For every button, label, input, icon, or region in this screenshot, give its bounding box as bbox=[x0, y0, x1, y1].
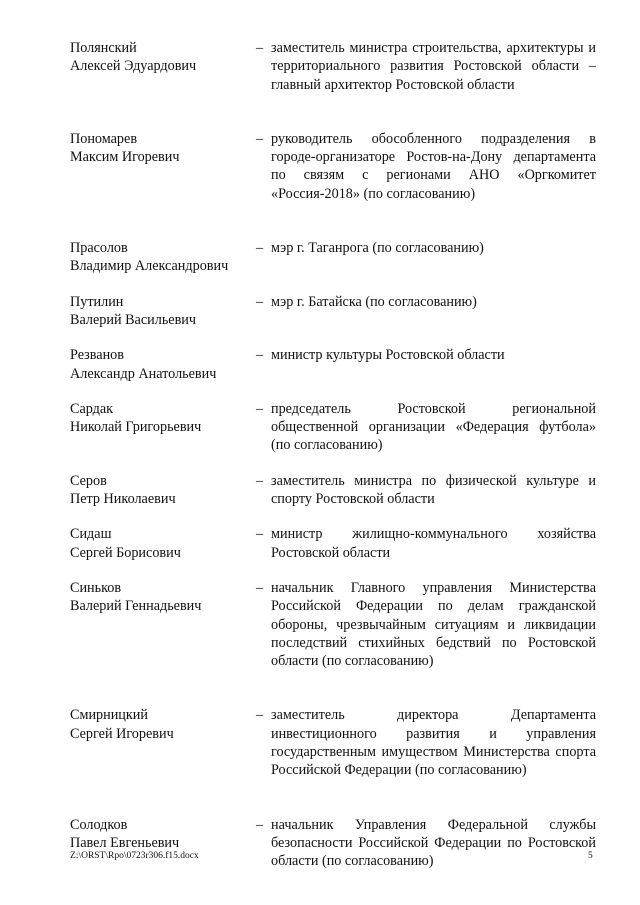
member-given-name: Петр Николаевич bbox=[70, 491, 176, 508]
member-surname: Резванов bbox=[70, 347, 124, 364]
list-item bbox=[70, 130, 596, 203]
member-surname: Путилин bbox=[70, 293, 124, 310]
dash-separator: – bbox=[256, 40, 264, 56]
member-surname: Солодков bbox=[70, 816, 128, 833]
list-item bbox=[70, 39, 596, 94]
member-name bbox=[70, 293, 256, 330]
member-given-name: Владимир Александрович bbox=[70, 258, 229, 275]
dash-separator: – bbox=[256, 347, 264, 364]
member-name bbox=[70, 400, 256, 437]
member-surname: Пономарев bbox=[70, 130, 138, 147]
list-item bbox=[70, 579, 596, 670]
member-name bbox=[70, 816, 256, 853]
member-name bbox=[70, 706, 256, 743]
member-name bbox=[70, 39, 256, 76]
member-role: мэр г. Таганрога (по согласованию) bbox=[271, 240, 484, 257]
member-surname: Сидаш bbox=[70, 526, 112, 543]
member-surname: Полянский bbox=[70, 40, 137, 56]
member-role: министр жилищно-коммунального хозяйства Ростовской области bbox=[271, 526, 596, 561]
dash-separator: – bbox=[256, 526, 264, 543]
member-role: руководитель обособленного подразделения в городе-организаторе Ростов-на-Дону департамента по связям с регионами АНО «Оргкомитет «Россия-2018» (по согласованию) bbox=[271, 130, 596, 202]
member-name bbox=[70, 239, 256, 276]
footer-file-path: Z:\ORST\Rpo\0723r306.f15.docx bbox=[70, 851, 199, 861]
list-item bbox=[70, 346, 596, 383]
dash-separator: – bbox=[256, 293, 264, 310]
member-role: начальник Управления Федеральной службы безопасности Российской Федерации по Ростовской области (по согласованию) bbox=[271, 816, 596, 870]
list-item bbox=[70, 816, 596, 871]
member-given-name: Максим Игоревич bbox=[70, 149, 180, 166]
member-surname: Прасолов bbox=[70, 240, 128, 257]
member-role: председатель Ростовской региональной общественной организации «Федерация футбола» (по согласованию) bbox=[271, 400, 596, 454]
member-role: начальник Главного управления Министерства Российской Федерации по делам гражданской обороны, чрезвычайным ситуациям и ликвидации последствий стихийных бедствий по Ростовской области (по согласованию) bbox=[271, 579, 596, 670]
member-given-name: Сергей Игоревич bbox=[70, 725, 174, 742]
member-name bbox=[70, 130, 256, 167]
footer-page-number: 5 bbox=[588, 851, 593, 861]
dash-separator: – bbox=[256, 707, 264, 724]
member-surname: Смирницкий bbox=[70, 707, 148, 724]
member-name bbox=[70, 525, 256, 562]
member-role: мэр г. Батайска (по согласованию) bbox=[271, 293, 477, 310]
dash-separator: – bbox=[256, 816, 264, 833]
member-name bbox=[70, 579, 256, 616]
member-given-name: Валерий Геннадьевич bbox=[70, 598, 202, 615]
member-name bbox=[70, 472, 256, 509]
member-surname: Серов bbox=[70, 472, 107, 489]
member-role: заместитель директора Департамента инвестиционного развития и управления государственным имуществом Министерства спорта Российской Федерации (по согласованию) bbox=[271, 707, 596, 779]
member-role: заместитель министра по физической культуре и спорту Ростовской области bbox=[271, 472, 596, 508]
member-list bbox=[70, 39, 596, 871]
member-role: заместитель министра строительства, архитектуры и территориального развития Ростовской области – главный архитектор Ростовской области bbox=[271, 40, 596, 93]
dash-separator: – bbox=[256, 240, 264, 257]
list-item bbox=[70, 706, 596, 779]
dash-separator: – bbox=[256, 579, 264, 596]
member-given-name: Николай Григорьевич bbox=[70, 419, 202, 436]
member-role: министр культуры Ростовской области bbox=[271, 347, 505, 364]
list-item bbox=[70, 400, 596, 455]
list-item bbox=[70, 293, 596, 330]
member-surname: Синьков bbox=[70, 579, 122, 596]
member-given-name: Валерий Васильевич bbox=[70, 311, 197, 328]
member-given-name: Алексей Эдуардович bbox=[70, 58, 197, 75]
dash-separator: – bbox=[256, 400, 264, 417]
dash-separator: – bbox=[256, 130, 264, 147]
member-given-name: Сергей Борисович bbox=[70, 544, 181, 561]
member-given-name: Павел Евгеньевич bbox=[70, 834, 180, 851]
list-item bbox=[70, 239, 596, 276]
list-item bbox=[70, 525, 596, 562]
member-surname: Сардак bbox=[70, 400, 114, 417]
dash-separator: – bbox=[256, 472, 264, 489]
member-name bbox=[70, 346, 256, 383]
member-given-name: Александр Анатольевич bbox=[70, 365, 217, 382]
list-item bbox=[70, 472, 596, 509]
